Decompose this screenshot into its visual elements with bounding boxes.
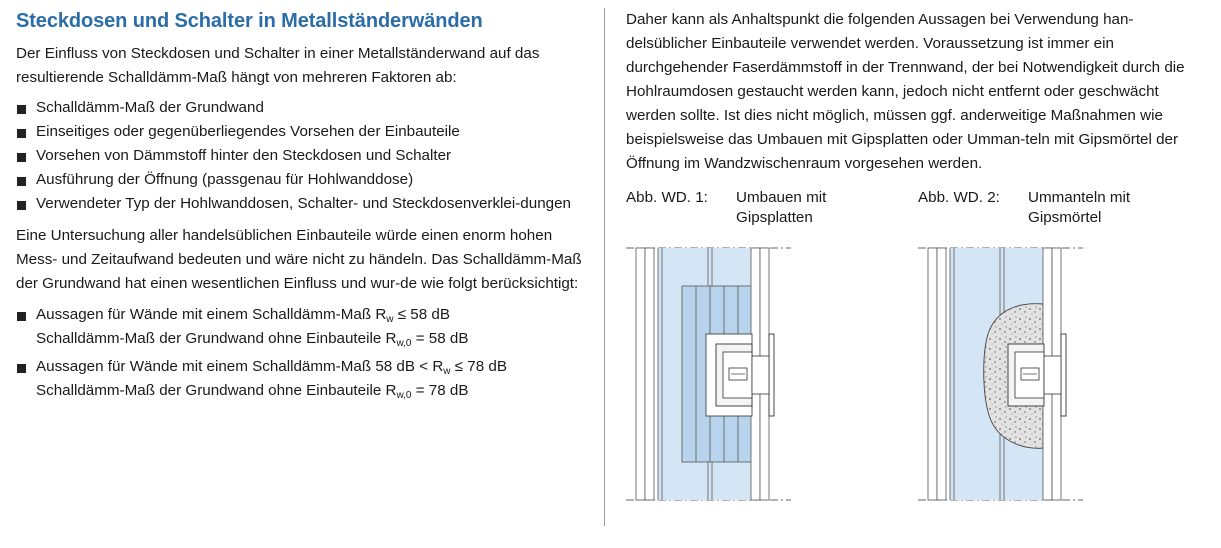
statement-item: Aussagen für Wände mit einem Schalldämm-Maß $R_w \le 58$ dB Schalldämm-Maß der Grundwand ohne Einbauteile $R_{w,0} = 58$ dB [16,303,588,351]
left-column [16,8,588,407]
section-title: Steckdosen und Schalter in Metallständerwänden [16,10,483,32]
figure-caption-text: Ummanteln mit Gipsmörtel [1028,189,1131,226]
factor-item: Verwendeter Typ der Hohlwanddosen, Schalter- und Steckdosenverklei-dungen [16,192,588,216]
figure-row [626,188,1211,518]
wall-section-drawing-gypsum-mortar [918,236,1118,508]
statement-item: Aussagen für Wände mit einem Schalldämm-Maß 58 dB < $R_w \le 78$ dB Schalldämm-Maß der Grundwand ohne Einbauteile $R_{w,0} = 78$ dB [16,355,588,403]
figure-number: Abb. WD. 1: [626,189,708,206]
factor-item: Schalldämm-Maß der Grundwand [16,96,588,120]
intro-paragraph: Der Einfluss von Steckdosen und Schalter in einer Metallständerwand auf das resultierende Schalldämm-Maß hängt von mehreren Faktoren ab: [16,45,540,86]
right-column [626,8,1211,518]
figure-wd1 [626,188,896,228]
figure-caption [626,188,896,228]
column-divider [604,8,605,526]
figure-number: Abb. WD. 2: [918,189,1000,206]
figure-wd2 [918,188,1188,228]
factor-list [16,96,588,216]
factor-item: Einseitiges oder gegenüberliegendes Vorsehen der Einbauteile [16,120,588,144]
factor-item: Vorsehen von Dämmstoff hinter den Steckdosen und Schalter [16,144,588,168]
figure-caption [918,188,1188,228]
figure-caption-text: Umbauen mit Gipsplatten [736,189,827,226]
statement-list [16,303,588,403]
wall-section-drawing-gypsum-boards [626,236,826,508]
factor-item: Ausführung der Öffnung (passgenau für Hohlwanddose) [16,168,588,192]
right-paragraph: Daher kann als Anhaltspunkt die folgenden Aussagen bei Verwendung han-delsüblicher Einbauteile verwendet werden. Voraussetzung ist immer ein durchgehender Faserdämmstoff in der Trennwand, der bei Notwendigkeit durch die Hohlraumdosen gestaucht werden kann, jedoch nicht entfernt oder geschwächt werden sollte. Ist dies nicht möglich, müssen ggf. anderweitige Maßnahmen wie beispielsweise das Umbauen mit Gipsplatten oder Umman-teln mit Gipsmörtel der Öffnung im Wandzwischenraum vorgesehen werden. [626,11,1185,172]
study-paragraph: Eine Untersuchung aller handelsüblichen Einbauteile würde einen enorm hohen Mess- und Zeitaufwand bedeuten und wäre nicht zu händeln. Das Schalldämm-Maß der Grundwand hat einen wesentlichen Einfluss und wur-de wie folgt berücksichtigt: [16,227,582,292]
